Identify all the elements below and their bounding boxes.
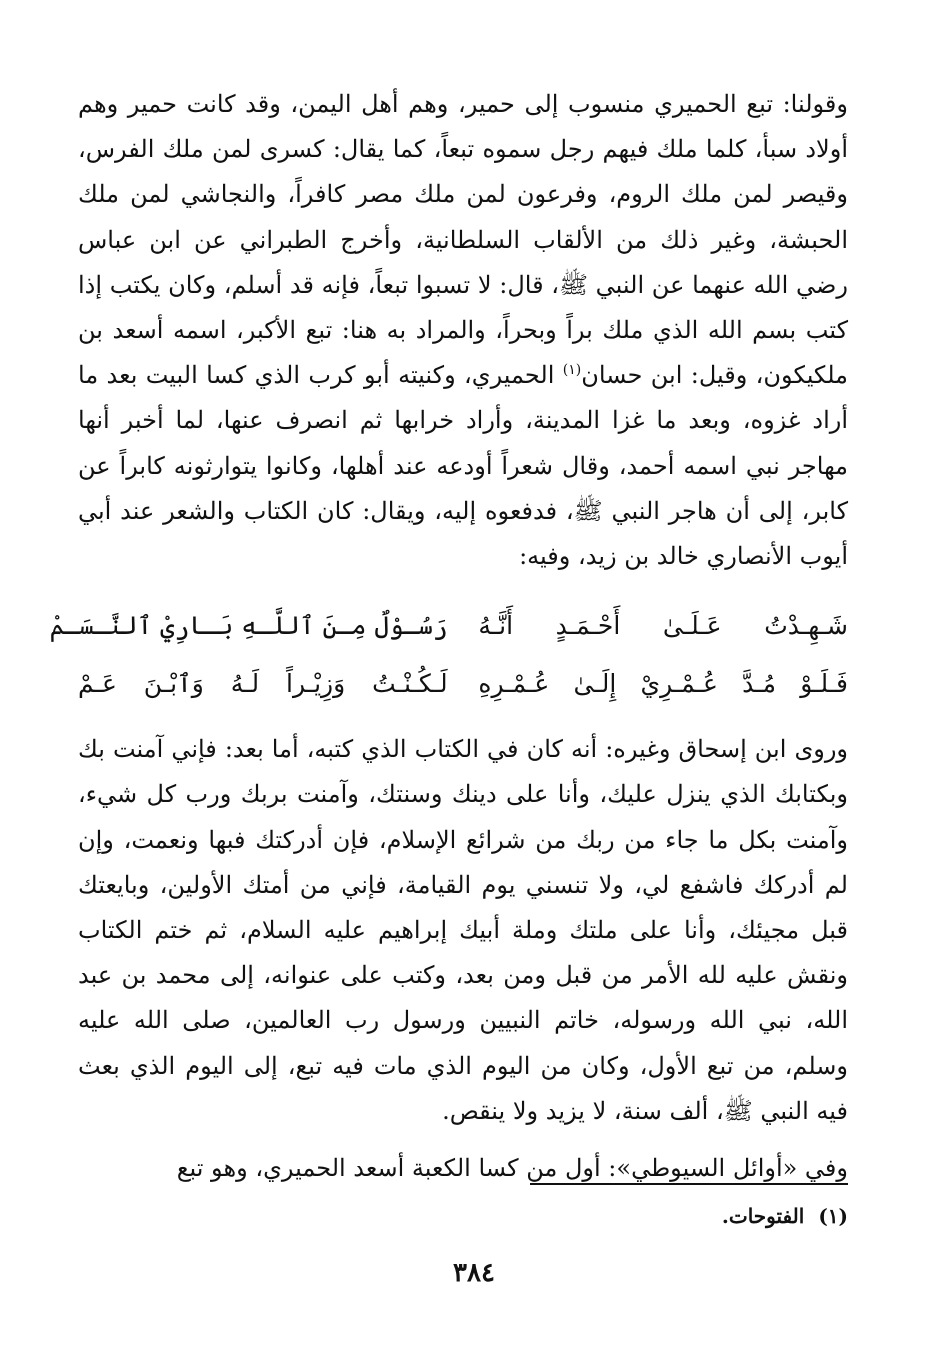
- paragraph-suyuti: وفي «أوائل السيوطي»: أول من كسا الكعبة أسعد الحميري، وهو تبع: [176, 1154, 848, 1183]
- paragraph-tubba-himyari: [78, 82, 848, 579]
- footnote-reference: (١): [562, 362, 582, 379]
- paragraph-text: وقولنا: تبع الحميري منسوب إلى حمير، وهم أهل اليمن، وقد كانت حمير وهم أولاد سبأ، كلما ملك فيهم رجل سموه تبعاً، كما يقال: كسرى لمن ملك الفرس، وقيصر لمن ملك الروم، وفرعون لمن ملك مصر كافراً، والنجاشي لمن ملك الحبشة، وغير ذلك من الألقاب السلطانية، وأخرج الطبراني عن ابن عباس رضي الله عنهما عن النبي ﷺ، قال: لا تسبوا تبعاً، فإنه قد أسلم، وكان يكتب إذا كتب بسم الله الذي ملك براً وبحراً، والمراد به هنا: تبع الأكبر، اسمه أسعد بن ملكيكون، وقيل: ابن حسان: [78, 90, 848, 390]
- footnote-text: الفتوحات.: [721, 1204, 805, 1228]
- verse-first-hemistich: فَـلَـوْ مُـدَّ عُـمْـرِيْ إِلَـىٰ عُـمْـرِهِ: [478, 669, 848, 699]
- footnote-divider: [530, 1183, 848, 1185]
- poem-verse: [78, 655, 848, 713]
- verse-first-hemistich: شَـهِـدْتُ عَـلَـىٰ أَحْـمَـدٍ أَنَّـهُ: [478, 611, 848, 641]
- poem-verse: [49, 597, 848, 655]
- footnote: [722, 1200, 848, 1232]
- page-number: ٣٨٤: [453, 1258, 495, 1288]
- poem: [49, 597, 848, 713]
- page-body: [49, 82, 848, 1191]
- verse-second-hemistich: لَـكُـنْـتُ وَزِيْـراً لَـهُ وَٱبْـنَ عَـمْ: [78, 669, 448, 699]
- footnote-number: (١): [818, 1204, 848, 1228]
- verse-second-hemistich: رَسُـوْلٌ مِـنَ ٱللَّـهِ بَـارِيْ ٱلنَّـسَـمْ: [49, 611, 448, 641]
- paragraph-text-continued: الحميري، وكنيته أبو كرب الذي كسا البيت بعد ما أراد غزوه، وبعد ما غزا المدينة، وأراد خرابها ثم انصرف عنها، لما أخبر أنها مهاجر نبي اسمه أحمد، وقال شعراً أودعه عند أهلها، وكانوا يتوارثونه كابراً عن كابر، إلى أن هاجر النبي ﷺ، فدفعوه إليه، ويقال: كان الكتاب والشعر عند أبي أيوب الأنصاري خالد بن زيد، وفيه:: [78, 361, 848, 571]
- paragraph-ibn-ishaq: وروى ابن إسحاق وغيره: أنه كان في الكتاب الذي كتبه، أما بعد: فإني آمنت بك وبكتابك الذي ينزل عليك، وأنا على دينك وسنتك، وآمنت بربك ورب كل شيء، وآمنت بكل ما جاء من ربك من شرائع الإسلام، فإن أدركتك فبها ونعمت، وإن لم أدركك فاشفع لي، ولا تنسني يوم القيامة، فإني من أمتك الأولين، وبايعتك قبل مجيئك، وأنا على ملتك وملة أبيك إبراهيم عليه السلام، ثم ختم الكتاب ونقش عليه لله الأمر من قبل ومن بعد، وكتب على عنوانه، إلى محمد بن عبد الله، نبي الله ورسوله، خاتم النبيين ورسول رب العالمين، صلى الله عليه وسلم، من تبع الأول، وكان من اليوم الذي مات فيه تبع، إلى اليوم الذي بعث فيه النبي ﷺ، ألف سنة، لا يزيد ولا ينقص.: [78, 735, 848, 1125]
